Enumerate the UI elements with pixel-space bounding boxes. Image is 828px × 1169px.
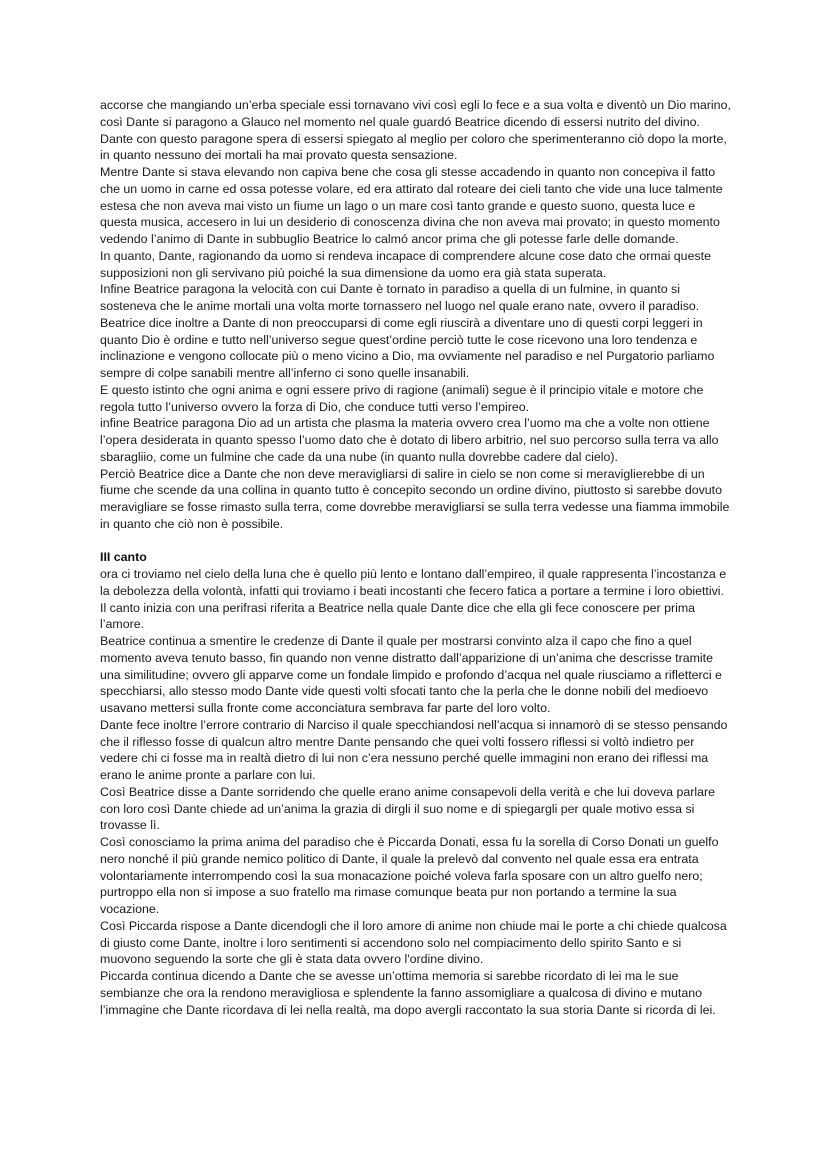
paragraph: Così Beatrice disse a Dante sorridendo che quelle erano anime consapevoli della verità e che lui doveva parlare con loro così Dante chiede ad un’anima la grazia di dirgli il suo nome e di spiegargli per quale motivo essa si trovasse lì. xyxy=(100,784,716,833)
paragraph: Il canto inizia con una perifrasi riferita a Beatrice nella quale Dante dice che ella gli fece conoscere per prima l’amore. xyxy=(100,600,696,632)
paragraph: ora ci troviamo nel cielo della luna che è quello più lento e lontano dall’empireo, il quale rappresenta l’incostanza e la debolezza della volontà, infatti qui troviamo i beati incostanti che fecero fatica a portare a termine i loro obiettivi. xyxy=(100,567,727,598)
section-canto-iii xyxy=(100,549,732,1018)
section-heading: III canto xyxy=(100,550,147,565)
paragraph: Beatrice continua a smentire le credenze di Dante il quale per mostrarsi convinto alza il capo che fino a quel momento aveva tenuto basso, fin quando non venne distratto dall’apparizione di un’anima che descrisse tramite una similitudine; ovvero gli apparve come un fondale limpido e profondo d’acqua nel quale riusciamo a rifletterci e specchiarsi, allo stesso modo Dante vide questi volti sfocati tanto che la perla che le donne nobili del medioevo usavano mettersi sulla fronte come acconciatura sembrava far parte del loro volto. xyxy=(100,634,722,715)
paragraph: Dante fece inoltre l’errore contrario di Narciso il quale specchiandosi nell’acqua si innamorò di se stesso pensando che il riflesso fosse di qualcun altro mentre Dante pensando che quei volti fossero riflessi si voltò indietro per vedere chi ci fosse ma in realtà dietro di lui non c’era nessuno perché quelle immagini non erano dei riflessi ma erano le anime pronte a parlare con lui. xyxy=(100,717,728,782)
paragraph: Infine Beatrice paragona la velocità con cui Dante è tornato in paradiso a quella di un fulmine, in quanto si sosteneva che le anime mortali una volta morte tornassero nel luogo nel quale erano nate, ovvero il paradiso. xyxy=(100,282,700,313)
paragraph: Perciò Beatrice dice a Dante che non deve meravigliarsi di salire in cielo se non come si meraviglierebbe di un fiume che scende da una collina in quanto tutto è concepito secondo un ordine divino, piuttosto si sarebbe dovuto meravigliare se fosse rimasto sulla terra, come dovrebbe meravigliarsi se sulla terra vedesse una fiamma immobile in quanto che ciò non è possibile. xyxy=(100,466,730,531)
paragraph: Così Piccarda rispose a Dante dicendogli che il loro amore di anime non chiude mai le porte a chi chiede qualcosa di giusto come Dante, inoltre i loro sentimenti si accendono solo nel compiacimento dello spirito Santo e si muovono seguendo la sorte che gli è stata data ovvero l'ordine divino. xyxy=(100,918,727,967)
paragraph: E questo istinto che ogni anima e ogni essere privo di ragione (animali) segue è il principio vitale e motore che regola tutto l’universo ovvero la forza di Dio, che conduce tutti verso l’empireo. xyxy=(100,382,704,414)
section-canto-ii-continuation xyxy=(100,97,732,533)
document-body xyxy=(100,97,732,1018)
paragraph: Beatrice dice inoltre a Dante di non preoccuparsi di come egli riuscirà a diventare uno di questi corpi leggeri in quanto Dio è ordine e tutto nell’universo segue quest’ordine perciò tutte le cose ricevono una loro tendenza e inclinazione e vengono collocate più o meno vicino a Dio, ma ovviamente nel paradiso e nel Purgatorio parliamo sempre di colpe sanabili mentre all’inferno ci sono quelle insanabili. xyxy=(100,315,715,380)
paragraph: Mentre Dante si stava elevando non capiva bene che cosa gli stesse accadendo in quanto non concepiva il fatto che un uomo in carne ed ossa potesse volare, ed era attirato dal roteare dei cieli tanto che vide una luce talmente estesa che non aveva mai visto un fiume un lago o un mare così tanto grande e questo suono, questa luce e questa musica, accesero in lui un desiderio di conoscenza divina che non aveva mai provato; in questo momento vedendo l’animo di Dante in subbuglio Beatrice lo calmó ancor prima che gli potesse farle delle domande. xyxy=(100,165,723,246)
paragraph: In quanto, Dante, ragionando da uomo si rendeva incapace di comprendere alcune cose dato che ormai queste supposizioni non gli servivano più poiché la sua dimensione da uomo era già stata superata. xyxy=(100,248,711,280)
paragraph: Piccarda continua dicendo a Dante che se avesse un’ottima memoria si sarebbe ricordato di lei ma le sue sembianze che ora la rendono meravigliosa e splendente la fanno assomigliare a qualcosa di divino e mutano l’immagine che Dante ricordava di lei nella realtà, ma dopo avergli raccontato la sua storia Dante si ricorda di lei. xyxy=(100,969,716,1017)
section-spacer xyxy=(100,533,732,550)
paragraph: infine Beatrice paragona Dio ad un artista che plasma la materia ovvero crea l’uomo ma che a volte non ottiene l’opera desiderata in quanto spesso l’uomo dato che è dotato di libero arbitrio, nel suo percorso sulla terra va allo sbaragliio, come un fulmine che cade da una nube (in quanto nulla dovrebbe cadere dal cielo). xyxy=(100,416,719,464)
paragraph: Dante con questo paragone spera di essersi spiegato al meglio per coloro che sperimenteranno ciò dopo la morte, in quanto nessuno dei mortali ha mai provato questa sensazione. xyxy=(100,131,727,163)
paragraph: Così conosciamo la prima anima del paradiso che è Piccarda Donati, essa fu la sorella di Corso Donati un guelfo nero nonché il più grande nemico politico di Dante, il quale la prelevò dal convento nel quale essa era entrata volontariamente interrompendo così la sua monacazione poiché voleva farla sposare con un altro guelfo nero; purtroppo ella non si impose a suo fratello ma rimase comunque beata pur non portando a termine la sua vocazione. xyxy=(100,835,719,916)
paragraph: accorse che mangiando un’erba speciale essi tornavano vivi così egli lo fece e a sua volta e diventò un Dio marino, così Dante si paragono a Glauco nel momento nel quale guardó Beatrice dicendo di essersi nutrito del divino. xyxy=(100,98,731,129)
